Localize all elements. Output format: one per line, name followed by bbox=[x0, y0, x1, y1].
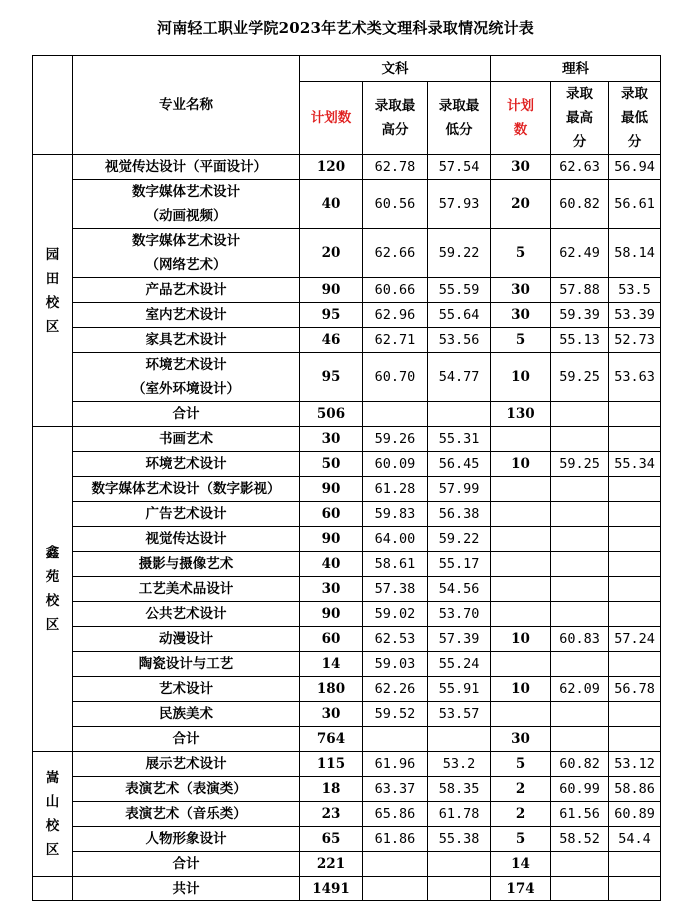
arts-plan: 90 bbox=[300, 602, 363, 627]
grand-total-science-min bbox=[609, 877, 661, 901]
arts-plan: 30 bbox=[300, 427, 363, 452]
arts-plan: 46 bbox=[300, 328, 363, 353]
arts-max bbox=[363, 727, 428, 752]
major-name: 数字媒体艺术设计 （动画视频） bbox=[73, 180, 300, 229]
science-min: 58.86 bbox=[609, 777, 661, 802]
major-name: 摄影与摄像艺术 bbox=[73, 552, 300, 577]
arts-plan: 180 bbox=[300, 677, 363, 702]
science-max bbox=[551, 527, 609, 552]
arts-plan: 23 bbox=[300, 802, 363, 827]
grand-total-arts-max bbox=[363, 877, 428, 901]
arts-plan: 764 bbox=[300, 727, 363, 752]
arts-max: 58.61 bbox=[363, 552, 428, 577]
science-min: 56.61 bbox=[609, 180, 661, 229]
arts-plan: 60 bbox=[300, 627, 363, 652]
table-row bbox=[33, 677, 661, 702]
page-title: 河南轻工职业学院2023年艺术类文理科录取情况统计表 bbox=[157, 19, 534, 37]
arts-max: 62.26 bbox=[363, 677, 428, 702]
arts-plan: 95 bbox=[300, 303, 363, 328]
arts-max: 60.09 bbox=[363, 452, 428, 477]
arts-min: 58.35 bbox=[428, 777, 491, 802]
table-row bbox=[33, 602, 661, 627]
science-min: 53.5 bbox=[609, 278, 661, 303]
science-max: 59.25 bbox=[551, 353, 609, 402]
table-row bbox=[33, 155, 661, 180]
major-name: 室内艺术设计 bbox=[73, 303, 300, 328]
major-name: 家具艺术设计 bbox=[73, 328, 300, 353]
arts-max: 59.52 bbox=[363, 702, 428, 727]
science-plan bbox=[491, 702, 551, 727]
arts-max: 62.66 bbox=[363, 229, 428, 278]
admission-table bbox=[32, 55, 661, 901]
science-min: 56.94 bbox=[609, 155, 661, 180]
science-min bbox=[609, 852, 661, 877]
arts-max: 59.03 bbox=[363, 652, 428, 677]
table-row bbox=[33, 180, 661, 229]
science-max: 57.88 bbox=[551, 278, 609, 303]
science-max: 62.09 bbox=[551, 677, 609, 702]
table-row bbox=[33, 452, 661, 477]
science-plan: 10 bbox=[491, 353, 551, 402]
arts-min: 59.22 bbox=[428, 527, 491, 552]
arts-max: 62.71 bbox=[363, 328, 428, 353]
arts-plan: 30 bbox=[300, 577, 363, 602]
science-plan: 2 bbox=[491, 802, 551, 827]
arts-max bbox=[363, 852, 428, 877]
science-plan bbox=[491, 502, 551, 527]
arts-plan: 90 bbox=[300, 278, 363, 303]
science-max bbox=[551, 727, 609, 752]
arts-max: 63.37 bbox=[363, 777, 428, 802]
science-plan: 2 bbox=[491, 777, 551, 802]
science-min bbox=[609, 652, 661, 677]
arts-plan: 18 bbox=[300, 777, 363, 802]
table-row bbox=[33, 527, 661, 552]
science-min: 57.24 bbox=[609, 627, 661, 652]
science-min bbox=[609, 477, 661, 502]
major-name: 数字媒体艺术设计 （网络艺术） bbox=[73, 229, 300, 278]
science-min: 55.34 bbox=[609, 452, 661, 477]
arts-min: 57.93 bbox=[428, 180, 491, 229]
arts-min bbox=[428, 402, 491, 427]
arts-min: 61.78 bbox=[428, 802, 491, 827]
arts-plan: 90 bbox=[300, 477, 363, 502]
header-science-plan: 计划 数 bbox=[491, 82, 551, 155]
arts-min: 59.22 bbox=[428, 229, 491, 278]
arts-max: 60.70 bbox=[363, 353, 428, 402]
arts-plan: 90 bbox=[300, 527, 363, 552]
arts-plan: 30 bbox=[300, 702, 363, 727]
arts-max: 59.02 bbox=[363, 602, 428, 627]
major-name: 公共艺术设计 bbox=[73, 602, 300, 627]
arts-max: 61.96 bbox=[363, 752, 428, 777]
header-arts-min: 录取最 低分 bbox=[428, 82, 491, 155]
major-name: 表演艺术（音乐类） bbox=[73, 802, 300, 827]
arts-min bbox=[428, 852, 491, 877]
arts-min: 55.31 bbox=[428, 427, 491, 452]
table-row bbox=[33, 852, 661, 877]
table-row bbox=[33, 727, 661, 752]
science-plan: 30 bbox=[491, 727, 551, 752]
science-max bbox=[551, 652, 609, 677]
science-max: 58.52 bbox=[551, 827, 609, 852]
science-plan: 5 bbox=[491, 752, 551, 777]
science-plan bbox=[491, 552, 551, 577]
arts-plan: 60 bbox=[300, 502, 363, 527]
arts-max: 65.86 bbox=[363, 802, 428, 827]
table-row bbox=[33, 278, 661, 303]
major-name: 数字媒体艺术设计（数字影视） bbox=[73, 477, 300, 502]
science-min bbox=[609, 702, 661, 727]
grand-total-science-plan: 174 bbox=[491, 877, 551, 901]
science-min bbox=[609, 727, 661, 752]
campus-label: 鑫 苑 校 区 bbox=[33, 427, 73, 752]
science-min: 53.39 bbox=[609, 303, 661, 328]
header-science-min: 录取 最低 分 bbox=[609, 82, 661, 155]
table-row bbox=[33, 502, 661, 527]
science-plan: 14 bbox=[491, 852, 551, 877]
science-plan bbox=[491, 602, 551, 627]
science-plan: 10 bbox=[491, 677, 551, 702]
header-arts-plan: 计划数 bbox=[300, 82, 363, 155]
arts-plan: 65 bbox=[300, 827, 363, 852]
science-plan: 30 bbox=[491, 278, 551, 303]
science-plan: 10 bbox=[491, 452, 551, 477]
arts-max: 64.00 bbox=[363, 527, 428, 552]
table-row bbox=[33, 229, 661, 278]
science-max bbox=[551, 702, 609, 727]
table-row bbox=[33, 303, 661, 328]
science-plan: 5 bbox=[491, 229, 551, 278]
header-blank bbox=[33, 56, 73, 155]
science-max: 62.63 bbox=[551, 155, 609, 180]
table-row bbox=[33, 802, 661, 827]
arts-max: 61.28 bbox=[363, 477, 428, 502]
science-min: 60.89 bbox=[609, 802, 661, 827]
arts-plan: 120 bbox=[300, 155, 363, 180]
arts-plan: 506 bbox=[300, 402, 363, 427]
arts-max: 62.53 bbox=[363, 627, 428, 652]
grand-total-row bbox=[33, 877, 661, 901]
science-max bbox=[551, 427, 609, 452]
science-min bbox=[609, 502, 661, 527]
science-plan bbox=[491, 427, 551, 452]
arts-plan: 95 bbox=[300, 353, 363, 402]
arts-plan: 50 bbox=[300, 452, 363, 477]
science-plan: 10 bbox=[491, 627, 551, 652]
science-plan bbox=[491, 527, 551, 552]
arts-plan: 40 bbox=[300, 180, 363, 229]
grand-total-arts-min bbox=[428, 877, 491, 901]
arts-max bbox=[363, 402, 428, 427]
header-major: 专业名称 bbox=[73, 56, 300, 155]
arts-max: 61.86 bbox=[363, 827, 428, 852]
major-name: 广告艺术设计 bbox=[73, 502, 300, 527]
science-max bbox=[551, 402, 609, 427]
science-min bbox=[609, 427, 661, 452]
major-name: 工艺美术品设计 bbox=[73, 577, 300, 602]
science-min bbox=[609, 552, 661, 577]
science-plan bbox=[491, 477, 551, 502]
arts-min: 55.64 bbox=[428, 303, 491, 328]
science-plan: 5 bbox=[491, 328, 551, 353]
major-name: 陶瓷设计与工艺 bbox=[73, 652, 300, 677]
science-min bbox=[609, 527, 661, 552]
campus-label: 园 田 校 区 bbox=[33, 155, 73, 427]
arts-min: 53.56 bbox=[428, 328, 491, 353]
arts-min: 56.45 bbox=[428, 452, 491, 477]
table-row bbox=[33, 353, 661, 402]
science-max bbox=[551, 477, 609, 502]
science-min: 53.12 bbox=[609, 752, 661, 777]
table-row bbox=[33, 702, 661, 727]
table-row bbox=[33, 652, 661, 677]
science-plan bbox=[491, 577, 551, 602]
header-science-max: 录取 最高 分 bbox=[551, 82, 609, 155]
arts-min: 55.38 bbox=[428, 827, 491, 852]
science-max bbox=[551, 577, 609, 602]
arts-max: 59.26 bbox=[363, 427, 428, 452]
science-plan: 5 bbox=[491, 827, 551, 852]
arts-min: 55.17 bbox=[428, 552, 491, 577]
science-max bbox=[551, 552, 609, 577]
table-row bbox=[33, 402, 661, 427]
major-name: 视觉传达设计（平面设计） bbox=[73, 155, 300, 180]
arts-min: 53.70 bbox=[428, 602, 491, 627]
science-max: 55.13 bbox=[551, 328, 609, 353]
science-plan: 30 bbox=[491, 155, 551, 180]
table-row bbox=[33, 627, 661, 652]
science-min: 53.63 bbox=[609, 353, 661, 402]
grand-total-science-max bbox=[551, 877, 609, 901]
arts-min: 53.2 bbox=[428, 752, 491, 777]
table-row bbox=[33, 577, 661, 602]
science-max bbox=[551, 502, 609, 527]
major-name: 合计 bbox=[73, 727, 300, 752]
table-row bbox=[33, 777, 661, 802]
table-row bbox=[33, 752, 661, 777]
arts-max: 57.38 bbox=[363, 577, 428, 602]
science-max: 59.25 bbox=[551, 452, 609, 477]
table-row bbox=[33, 328, 661, 353]
grand-total-arts-plan: 1491 bbox=[300, 877, 363, 901]
science-max: 60.82 bbox=[551, 752, 609, 777]
table-row bbox=[33, 427, 661, 452]
arts-max: 62.96 bbox=[363, 303, 428, 328]
science-min: 56.78 bbox=[609, 677, 661, 702]
arts-plan: 221 bbox=[300, 852, 363, 877]
arts-max: 59.83 bbox=[363, 502, 428, 527]
major-name: 合计 bbox=[73, 852, 300, 877]
major-name: 书画艺术 bbox=[73, 427, 300, 452]
science-max: 62.49 bbox=[551, 229, 609, 278]
major-name: 人物形象设计 bbox=[73, 827, 300, 852]
arts-min: 57.54 bbox=[428, 155, 491, 180]
arts-max: 60.56 bbox=[363, 180, 428, 229]
major-name: 环境艺术设计 bbox=[73, 452, 300, 477]
science-min: 54.4 bbox=[609, 827, 661, 852]
arts-min bbox=[428, 727, 491, 752]
major-name: 合计 bbox=[73, 402, 300, 427]
science-min bbox=[609, 577, 661, 602]
arts-max: 62.78 bbox=[363, 155, 428, 180]
major-name: 表演艺术（表演类） bbox=[73, 777, 300, 802]
science-plan: 20 bbox=[491, 180, 551, 229]
campus-label: 嵩 山 校 区 bbox=[33, 752, 73, 877]
table-row bbox=[33, 827, 661, 852]
arts-min: 53.57 bbox=[428, 702, 491, 727]
arts-min: 57.99 bbox=[428, 477, 491, 502]
science-min: 58.14 bbox=[609, 229, 661, 278]
table-row bbox=[33, 477, 661, 502]
arts-min: 55.91 bbox=[428, 677, 491, 702]
arts-plan: 115 bbox=[300, 752, 363, 777]
science-max: 60.99 bbox=[551, 777, 609, 802]
science-max: 61.56 bbox=[551, 802, 609, 827]
arts-min: 55.24 bbox=[428, 652, 491, 677]
major-name: 展示艺术设计 bbox=[73, 752, 300, 777]
arts-plan: 40 bbox=[300, 552, 363, 577]
arts-min: 54.77 bbox=[428, 353, 491, 402]
arts-max: 60.66 bbox=[363, 278, 428, 303]
arts-plan: 14 bbox=[300, 652, 363, 677]
science-max bbox=[551, 852, 609, 877]
arts-plan: 20 bbox=[300, 229, 363, 278]
major-name: 环境艺术设计 （室外环境设计） bbox=[73, 353, 300, 402]
major-name: 艺术设计 bbox=[73, 677, 300, 702]
major-name: 民族美术 bbox=[73, 702, 300, 727]
science-max: 59.39 bbox=[551, 303, 609, 328]
science-plan: 30 bbox=[491, 303, 551, 328]
science-min bbox=[609, 402, 661, 427]
arts-min: 56.38 bbox=[428, 502, 491, 527]
grand-total-label: 共计 bbox=[73, 877, 300, 901]
grand-total-blank bbox=[33, 877, 73, 901]
major-name: 产品艺术设计 bbox=[73, 278, 300, 303]
science-max: 60.83 bbox=[551, 627, 609, 652]
science-max bbox=[551, 602, 609, 627]
science-plan: 130 bbox=[491, 402, 551, 427]
header-arts: 文科 bbox=[300, 56, 491, 82]
table-row bbox=[33, 552, 661, 577]
major-name: 视觉传达设计 bbox=[73, 527, 300, 552]
science-min: 52.73 bbox=[609, 328, 661, 353]
header-science: 理科 bbox=[491, 56, 661, 82]
arts-min: 54.56 bbox=[428, 577, 491, 602]
major-name: 动漫设计 bbox=[73, 627, 300, 652]
header-arts-max: 录取最 高分 bbox=[363, 82, 428, 155]
science-min bbox=[609, 602, 661, 627]
science-max: 60.82 bbox=[551, 180, 609, 229]
arts-min: 55.59 bbox=[428, 278, 491, 303]
science-plan bbox=[491, 652, 551, 677]
arts-min: 57.39 bbox=[428, 627, 491, 652]
